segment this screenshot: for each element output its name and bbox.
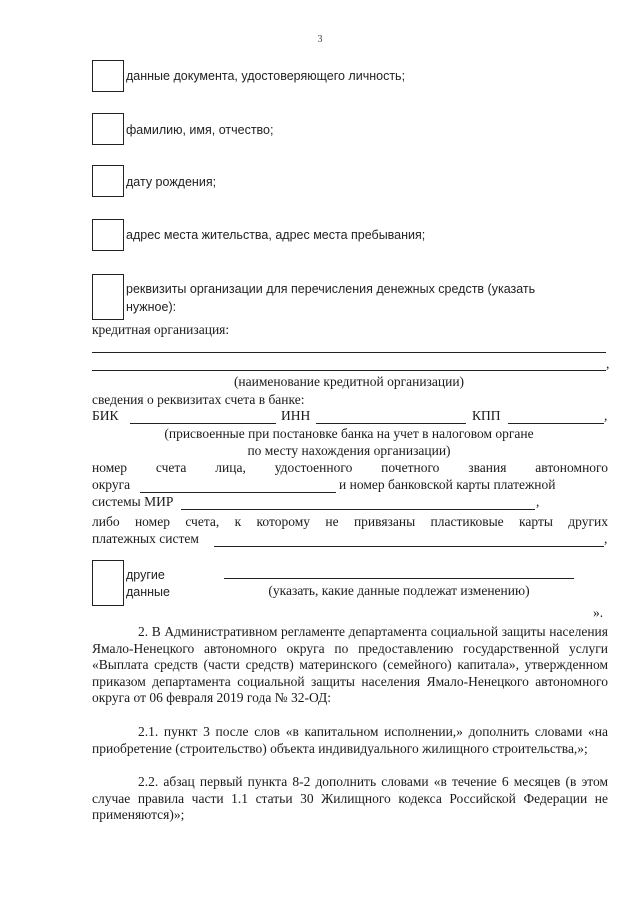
account-info-label: сведения о реквизитах счета в банке: (92, 392, 305, 407)
account-number-okrug: округа (92, 477, 131, 492)
credit-org-caption: (наименование кредитной организации) (233, 374, 465, 389)
card-number-text: и номер банковской карты платежной (339, 477, 556, 492)
other-data-input-line[interactable] (224, 578, 574, 579)
other-account-label: платежных систем (92, 531, 199, 546)
paragraph-2-1: 2.1. пункт 3 после слов «в капитальном исполнении,» дополнить словами «на приобретение (строительство) объекта индивидуального жилищного строительства,»; (92, 724, 608, 756)
option-label-full-name: фамилию, имя, отчество; (126, 123, 274, 137)
account-number-line1: номер счета лица, удостоенного почетного звания автономного (92, 460, 608, 475)
page-number: 3 (317, 34, 323, 45)
option-label-birth-date: дату рождения; (126, 175, 217, 189)
bank-caption-line1: (присвоенные при постановке банка на учет в налоговом органе (164, 426, 534, 441)
credit-org-input-line-1[interactable] (92, 352, 606, 353)
kpp-input-line[interactable] (508, 423, 604, 424)
option-label-requisites-line2: нужное): (126, 300, 177, 314)
checkbox-document-data[interactable] (92, 60, 124, 92)
other-data-label-line2: данные (126, 585, 170, 599)
inn-input-line[interactable] (316, 423, 466, 424)
mir-card-input-line[interactable] (181, 509, 535, 510)
inn-label: ИНН (281, 408, 311, 423)
other-account-comma: , (604, 531, 608, 546)
checkbox-address[interactable] (92, 219, 124, 251)
closing-quote: ». (593, 605, 604, 620)
paragraph-2: 2. В Административном регламенте департамента социальной защиты населения Ямало-Ненецкого автономного округа по предоставлению государственной услуги «Выплата средств (части средств) материнского (семейного) капитала», утвержденном приказом департамента социальной защиты населения Ямало-Ненецкого автономного округа от 06 февраля 2019 года № 32-ОД: (92, 624, 608, 706)
credit-org-input-line-2[interactable] (92, 370, 606, 371)
other-data-caption: (указать, какие данные подлежат изменению) (268, 583, 530, 598)
other-data-label-line1: другие (126, 568, 165, 582)
bank-caption-line2: по месту нахождения организации) (247, 443, 451, 458)
option-label-address: адрес места жительства, адрес места пребывания; (126, 228, 426, 242)
checkbox-birth-date[interactable] (92, 165, 124, 197)
checkbox-full-name[interactable] (92, 113, 124, 145)
mir-system-label: системы МИР (92, 494, 174, 509)
bik-input-line[interactable] (130, 423, 276, 424)
other-account-line1: либо номер счета, к которому не привязаны пластиковые карты других (92, 514, 608, 529)
mir-comma: , (536, 494, 540, 509)
other-account-input-line[interactable] (214, 546, 604, 547)
kpp-label: КПП (472, 408, 501, 423)
account-number-input-line[interactable] (140, 492, 336, 493)
kpp-comma: , (604, 408, 608, 423)
checkbox-other-data[interactable] (92, 560, 124, 606)
bik-label: БИК (92, 408, 119, 423)
credit-org-label: кредитная организация: (92, 322, 230, 337)
option-label-requisites-line1: реквизиты организации для перечисления денежных средств (указать (126, 282, 536, 296)
credit-org-comma: , (606, 356, 610, 371)
checkbox-requisites[interactable] (92, 274, 124, 320)
option-label-document-data: данные документа, удостоверяющего личность; (126, 69, 406, 83)
paragraph-2-2: 2.2. абзац первый пункта 8-2 дополнить словами «в течение 6 месяцев (в этом случае правила части 1.1 статьи 30 Жилищного кодекса Российской Федерации не применяются)»; (92, 774, 608, 823)
